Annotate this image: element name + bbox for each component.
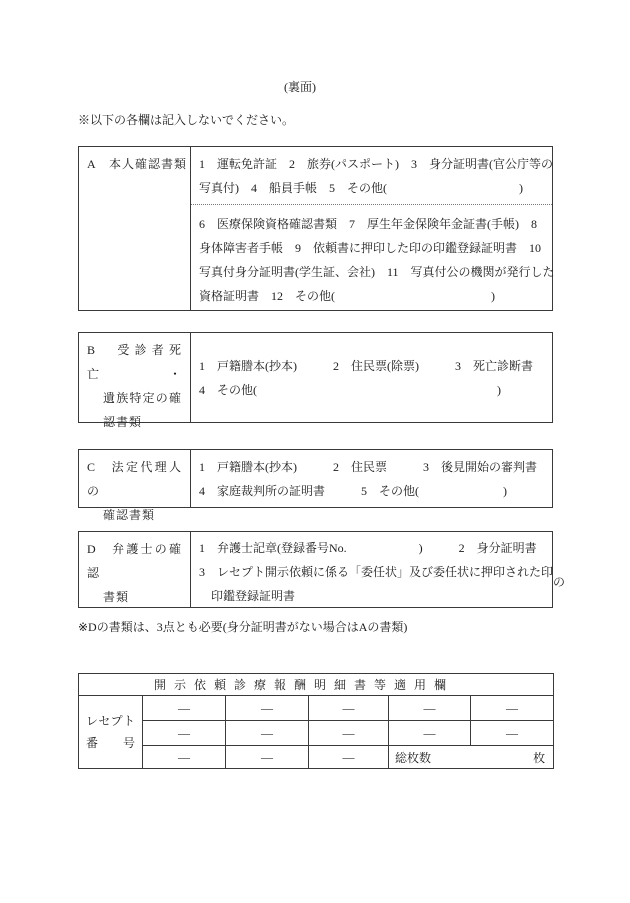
- document-list-line: 印鑑登録証明書: [211, 589, 296, 603]
- receipt-table-title: 開示依頼診療報酬明細書等適用欄: [154, 678, 455, 692]
- total-sheets: [389, 749, 553, 766]
- receipt-table-header-cell: [79, 674, 554, 696]
- document-list-line: 資格証明書 12 その他( ): [199, 289, 495, 303]
- section-c-content: [191, 450, 552, 507]
- section-d-footnote: ※Dの書類は、3点とも必要(身分証明書がない場合はAの書類): [78, 620, 408, 634]
- section-d-label: [79, 532, 191, 607]
- receipt-label-line: レセプト: [86, 714, 135, 728]
- document-list-line: 6 医療保険資格確認書類 7 厚生年金保険年金証書(手帳) 8: [199, 217, 537, 231]
- section-a-items-1-5: [191, 147, 552, 204]
- receipt-cell: ―: [226, 746, 309, 769]
- section-a-table: [78, 146, 553, 311]
- hanging-character: の: [553, 575, 566, 589]
- receipt-cell: ―: [143, 746, 226, 769]
- instruction-note: ※以下の各欄は記入しないでください。: [78, 113, 295, 127]
- page-title: (裏面): [284, 80, 316, 94]
- document-list-line: [199, 560, 566, 589]
- section-c-table: [78, 449, 553, 522]
- document-list-line: 1 戸籍謄本(抄本) 2 住民票 3 後見開始の審判書: [199, 459, 537, 474]
- document-list-line: 1 弁護士記章(登録番号No. ) 2 身分証明書: [199, 541, 537, 555]
- receipt-number-table: [78, 673, 554, 769]
- section-b-label: [79, 333, 191, 429]
- section-d-label-text: 書類: [103, 590, 130, 604]
- section-b-table: [78, 332, 553, 429]
- section-b-label-text: 遺族特定の確: [103, 391, 182, 405]
- document-list-line: 4 家庭裁判所の証明書 5 その他( ): [199, 483, 507, 498]
- section-a-label-text: A 本人確認書類: [87, 157, 188, 171]
- section-c-label: [79, 450, 191, 522]
- receipt-cell: ―: [143, 696, 226, 721]
- section-d-content: [191, 532, 566, 607]
- document-list-line: 身体障害者手帳 9 依頼書に押印した印の印鑑登録証明書 10: [199, 241, 542, 255]
- document-list-line: 1 運転免許証 2 旅券(パスポート) 3 身分証明書(官公庁等の: [199, 157, 553, 171]
- receipt-cell: ―: [226, 721, 309, 746]
- document-list-line: 写真付身分証明書(学生証、会社) 11 写真付公の機関が発行した: [199, 265, 555, 279]
- document-list-line: 1 戸籍謄本(抄本) 2 住民票(除票) 3 死亡診断書: [199, 358, 533, 373]
- section-b-label-text: B 受診者死亡・: [87, 343, 182, 381]
- receipt-label-line: 番 号: [86, 736, 135, 750]
- section-a-content: [191, 147, 555, 310]
- total-sheets-unit: 枚: [533, 750, 546, 765]
- document-list-line: 写真付) 4 船員手帳 5 その他( ): [199, 181, 523, 195]
- receipt-cell: ―: [471, 721, 554, 746]
- receipt-number-label-cell: [79, 696, 143, 769]
- receipt-cell: ―: [471, 696, 554, 721]
- total-sheets-label: 総枚数: [395, 750, 432, 765]
- receipt-cell: ―: [309, 746, 389, 769]
- section-a-label: [79, 147, 191, 310]
- receipt-cell: ―: [143, 721, 226, 746]
- receipt-cell: ―: [389, 721, 471, 746]
- section-b-content: [191, 333, 552, 422]
- section-b-label-text: 認書類: [103, 415, 143, 429]
- receipt-cell: ―: [389, 696, 471, 721]
- document-list-line: 4 その他( ): [199, 382, 501, 397]
- receipt-cell: ―: [309, 696, 389, 721]
- section-c-label-text: 確認書類: [103, 508, 156, 522]
- section-d-label-text: D 弁護士の確認: [87, 542, 182, 580]
- receipt-cell: ―: [309, 721, 389, 746]
- receipt-cell: ―: [226, 696, 309, 721]
- section-d-table: [78, 531, 566, 608]
- section-a-items-6-12: [191, 204, 555, 312]
- receipt-number-label: [79, 710, 142, 754]
- document-list-line-text: 3 レセプト開示依頼に係る「委任状」及び委任状に押印された印: [199, 565, 554, 579]
- total-sheets-cell: [389, 746, 554, 769]
- section-c-label-text: C 法定代理人の: [87, 460, 182, 498]
